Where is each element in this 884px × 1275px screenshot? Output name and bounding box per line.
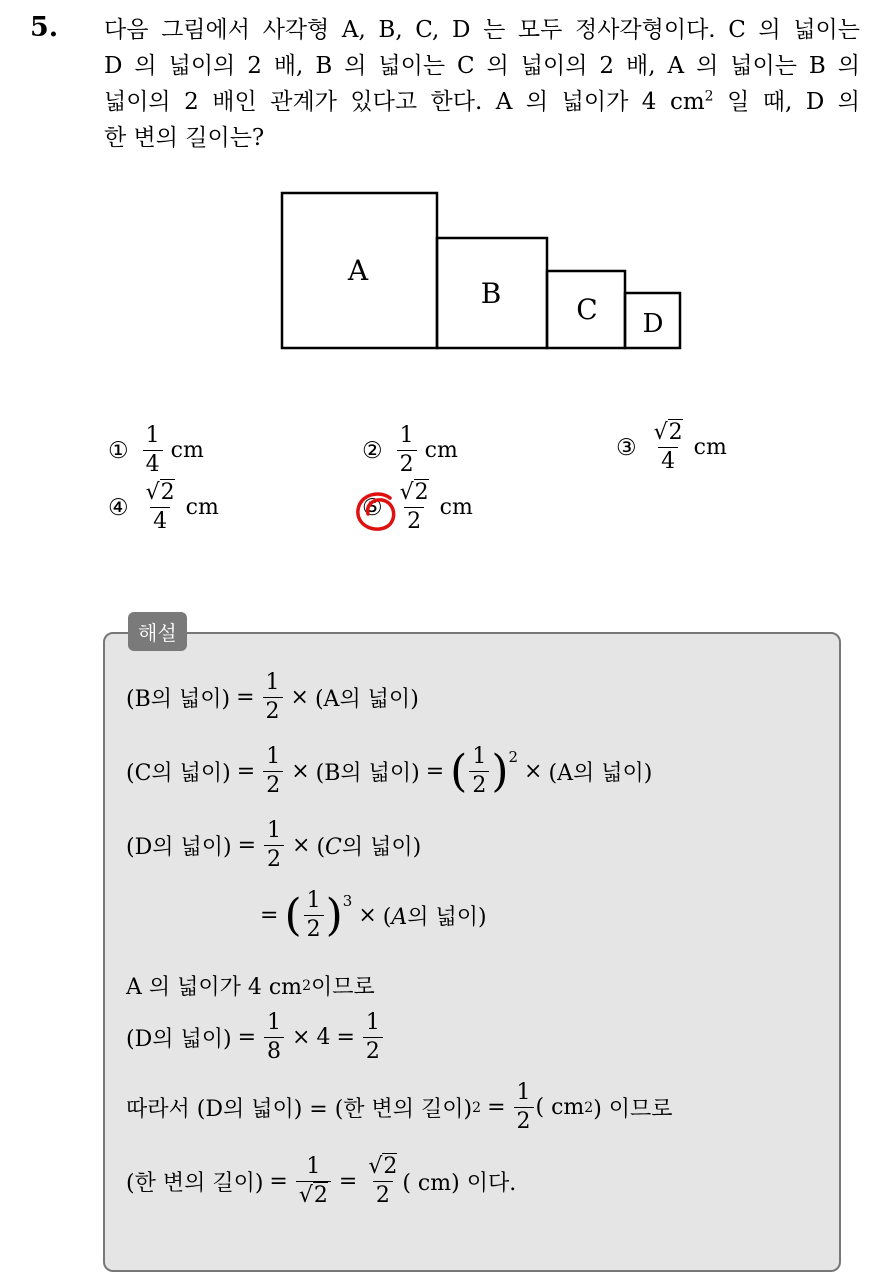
- equals-sign: =: [236, 685, 255, 710]
- numerator: 1: [265, 670, 280, 695]
- fraction-eighth: [264, 1012, 284, 1063]
- choice-4-fraction: [143, 482, 178, 533]
- equals-sign: =: [237, 833, 256, 858]
- choice-1-denominator: 4: [143, 450, 163, 476]
- times-sign: ×: [291, 759, 310, 784]
- answer-circle-mark-icon: [352, 488, 400, 536]
- unit-open: ( cm: [535, 1095, 585, 1120]
- side-length-text: (한 변의 길이): [126, 1171, 264, 1196]
- choice-2-fraction: [397, 425, 417, 476]
- denominator: 2: [373, 1181, 393, 1207]
- a-area-text: (A의 넓이): [314, 687, 419, 712]
- condition-tail: 이므로: [310, 975, 375, 1000]
- numerator: 1: [266, 744, 281, 769]
- equals-sign: =: [487, 1095, 506, 1120]
- question-text: [104, 12, 860, 156]
- times-sign: ×: [292, 1025, 311, 1050]
- label-a: A: [347, 254, 369, 287]
- choice-2-numerator: 1: [399, 423, 414, 448]
- fraction-half: [263, 672, 283, 723]
- numerator: [365, 1156, 400, 1181]
- fraction-half: [469, 746, 489, 797]
- equals-sign: =: [338, 1169, 358, 1194]
- fraction-half: [264, 820, 284, 871]
- equals-sign: =: [237, 1025, 256, 1050]
- solution-line-4: [254, 890, 487, 941]
- label-b: B: [480, 277, 502, 310]
- question-line-2: D 의 넓이의 2 배, B 의 넓이는 C 의 넓이의 2 배, A 의 넓이는 B 의: [104, 53, 860, 79]
- choice-2-denominator: 2: [397, 450, 417, 476]
- open-paren: (: [382, 905, 392, 930]
- denominator: 2: [263, 697, 283, 723]
- choice-3-denominator: 4: [658, 447, 678, 473]
- denominator: [296, 1181, 331, 1207]
- fraction-half: [263, 746, 283, 797]
- numerator: 1: [516, 1080, 531, 1105]
- denominator: 8: [264, 1037, 284, 1063]
- times-sign: ×: [290, 685, 309, 710]
- condition-text: A 의 넓이가 4 cm: [126, 975, 303, 1000]
- exponent: 2: [508, 748, 519, 766]
- choice-3-unit: cm: [693, 435, 727, 460]
- sqrt-symbol: √2: [399, 480, 429, 505]
- solution-line-5: A 의 넓이가 4 cm 2 이므로: [126, 970, 375, 1001]
- denominator: 2: [304, 915, 324, 941]
- question-line-4: 한 변의 길이는?: [104, 125, 265, 151]
- equals-sign: =: [236, 759, 256, 784]
- fraction-root-two-over-two: [365, 1156, 400, 1207]
- solution-line-8: [126, 1156, 516, 1207]
- denominator: 2: [514, 1107, 534, 1133]
- question-line-3-sup: 2: [704, 88, 714, 105]
- italic-c: C: [325, 835, 342, 860]
- sqrt-symbol: √2: [653, 420, 683, 445]
- sqrt-symbol: √2: [368, 1154, 398, 1179]
- fraction-half: [514, 1082, 534, 1133]
- choice-2[interactable]: [362, 425, 458, 476]
- choice-5-number: ⑤: [362, 494, 383, 521]
- numerator: 1: [472, 744, 487, 769]
- equals-sign: =: [260, 903, 279, 928]
- open-paren: (: [316, 835, 326, 860]
- choice-4-numerator: [143, 482, 178, 507]
- numerator: 1: [306, 1154, 321, 1179]
- left-paren: (: [450, 745, 468, 797]
- solution-line-2: [126, 746, 652, 797]
- choice-1-unit: cm: [170, 438, 204, 463]
- exponent: 3: [342, 892, 353, 910]
- choice-1-fraction: [143, 425, 163, 476]
- four: 4: [316, 1025, 331, 1050]
- solution-line-1: [126, 672, 419, 723]
- fraction-half: [304, 890, 324, 941]
- times-sign: ×: [358, 903, 377, 928]
- thus-text: 따라서 (D의 넓이) = (한 변의 길이): [126, 1097, 473, 1122]
- b-area-text: (B의 넓이): [126, 687, 231, 712]
- c-area-text: (C의 넓이): [126, 761, 231, 786]
- choice-3-fraction: [651, 422, 686, 473]
- left-paren: (: [284, 889, 302, 941]
- choice-5-radicand: 2: [414, 480, 429, 505]
- label-c: C: [576, 293, 598, 326]
- solution-label: 해설: [128, 612, 187, 651]
- numerator: 1: [365, 1010, 380, 1035]
- radicand: 2: [313, 1183, 328, 1208]
- d-area-text: (D의 넓이): [126, 835, 232, 860]
- squares-figure: [270, 180, 690, 360]
- area-suffix: 의 넓이): [341, 835, 422, 860]
- sqrt-symbol: √2: [298, 1183, 328, 1208]
- numerator: 1: [306, 888, 321, 913]
- choice-5-fraction: [397, 482, 432, 533]
- choice-3[interactable]: [616, 422, 727, 473]
- question-line-3: [104, 84, 860, 120]
- choice-1[interactable]: [108, 425, 204, 476]
- italic-a: A: [391, 905, 408, 930]
- choice-4-unit: cm: [185, 495, 219, 520]
- equals-sign: =: [336, 1025, 355, 1050]
- question-line-1: 다음 그림에서 사각형 A, B, C, D 는 모두 정사각형이다. C 의 넓이는: [104, 17, 860, 43]
- fraction-one-over-root-two: [296, 1156, 331, 1207]
- right-paren: ): [325, 889, 343, 941]
- choice-4[interactable]: [108, 482, 219, 533]
- unit-close: ) 이므로: [593, 1097, 673, 1122]
- question-line-3-text: 넓이의 2 배인 관계가 있다고 한다. A 의 넓이가 4 cm: [104, 89, 705, 115]
- question-line-3-tail: 일 때, D 의: [713, 89, 860, 115]
- choice-5-unit: cm: [439, 495, 473, 520]
- b-area-text: (B의 넓이): [315, 761, 420, 786]
- choice-1-numerator: 1: [145, 423, 160, 448]
- right-paren: ): [491, 745, 509, 797]
- radicand: 2: [383, 1154, 398, 1179]
- choice-2-unit: cm: [424, 438, 458, 463]
- denominator: 2: [469, 771, 489, 797]
- question-number: 5.: [30, 12, 59, 43]
- choice-3-numerator: [651, 422, 686, 447]
- choice-5-denominator: 2: [404, 507, 424, 533]
- equals-sign: =: [269, 1169, 288, 1194]
- a-area-italic-text: [383, 900, 487, 931]
- choice-5-numerator: [397, 482, 432, 507]
- choice-4-denominator: 4: [150, 507, 170, 533]
- sqrt-symbol: √2: [145, 480, 175, 505]
- fraction-half: [363, 1012, 383, 1063]
- solution-line-6: [126, 1012, 385, 1063]
- c-area-italic-text: [316, 830, 421, 861]
- times-sign: ×: [524, 759, 543, 784]
- equals-sign: =: [425, 759, 445, 784]
- denominator: 2: [263, 771, 283, 797]
- d-area-text: (D의 넓이): [126, 1027, 232, 1052]
- choice-1-number: ①: [108, 437, 129, 464]
- label-d: D: [642, 309, 664, 339]
- times-sign: ×: [292, 833, 311, 858]
- a-area-text: (A의 넓이): [548, 761, 653, 786]
- numerator: 1: [267, 1010, 281, 1035]
- choice-3-number: ③: [616, 434, 637, 461]
- choice-2-number: ②: [362, 437, 383, 464]
- denominator: 2: [363, 1037, 383, 1063]
- choice-4-radicand: 2: [160, 480, 175, 505]
- denominator: 2: [264, 845, 284, 871]
- area-suffix: 의 넓이): [407, 905, 487, 930]
- cm-tail: ( cm) 이다.: [402, 1171, 517, 1196]
- numerator: 1: [267, 818, 281, 843]
- solution-line-7: 따라서 (D의 넓이) = (한 변의 길이) 2 = $\frac{1}{2}$ ( cm 2 ) 이므로: [126, 1080, 673, 1134]
- choice-4-number: ④: [108, 494, 129, 521]
- solution-line-3: [126, 820, 421, 871]
- choice-3-radicand: 2: [668, 420, 683, 445]
